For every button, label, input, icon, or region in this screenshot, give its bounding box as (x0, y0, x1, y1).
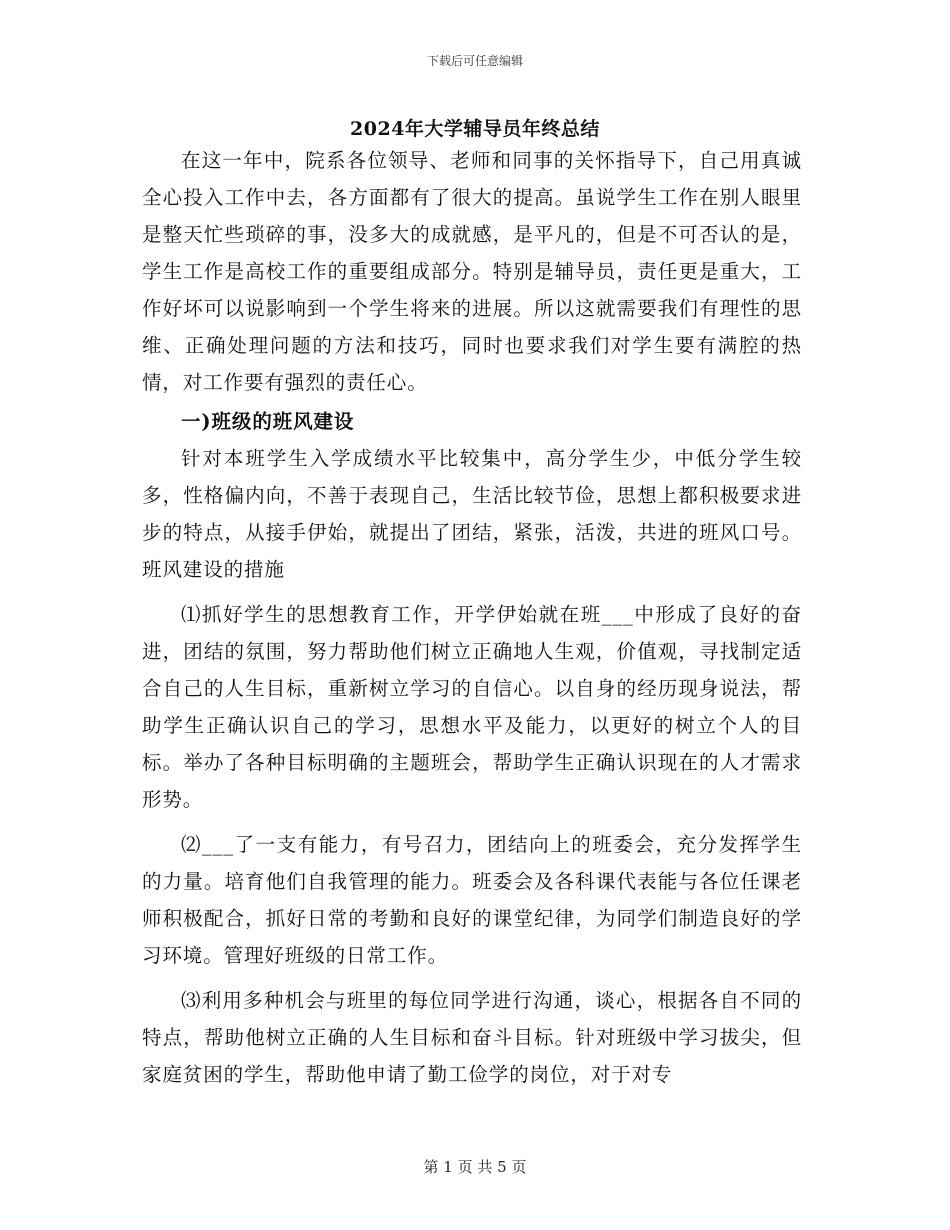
paragraph-measure-3: ⑶利用多种机会与班里的每位同学进行沟通，谈心，根据各自不同的特点，帮助他树立正确的人生目标和奋斗目标。针对班级中学习拔尖，但家庭贫困的学生，帮助他申请了勤工俭学的岗位，对于对专 (142, 989, 802, 1086)
document-title: 2024年大学辅导员年终总结 (350, 118, 600, 140)
paragraph-intro: 在这一年中，院系各位领导、老师和同事的关怀指导下，自己用真诚全心投入工作中去，各方面都有了很大的提高。虽说学生工作在别人眼里是整天忙些琐碎的事，没多大的成就感，是平凡的，但是不可否认的是，学生工作是高校工作的重要组成部分。特别是辅导员，责任更是重大，工作好坏可以说影响到一个学生将来的进展。所以这就需要我们有理性的思维、正确处理问题的方法和技巧，同时也要求我们对学生要有满腔的热情，对工作要有强烈的责任心。 (142, 149, 802, 394)
paragraph-measure-2: ⑵___了一支有能力，有号召力，团结向上的班委会，充分发挥学生的力量。培育他们自我管理的能力。班委会及各科课代表能与各位任课老师积极配合，抓好日常的考勤和良好的课堂纪律，为同学们制造良好的学习环境。管理好班级的日常工作。 (142, 833, 802, 967)
paragraph-class-situation: 针对本班学生入学成绩水平比较集中，高分学生少，中低分学生较多，性格偏内向，不善于表现自己，生活比较节俭，思想上都积极要求进步的特点，从接手伊始，就提出了团结，紧张，活泼，共进的班风口号。班风建设的措施 (142, 447, 802, 581)
header-note: 下载后可任意编辑 (426, 54, 523, 68)
section-heading: 一)班级的班风建设 (181, 410, 355, 433)
document-body (142, 142, 802, 1093)
paragraph-measure-1: ⑴抓好学生的思想教育工作，开学伊始就在班___中形成了良好的奋进，团结的氛围，努力帮助他们树立正确地人生观，价值观，寻找制定适合自己的人生目标，重新树立学习的自信心。以自身的经历现身说法，帮助学生正确认识自己的学习，思想水平及能力，以更好的树立个人的目标。举办了各种目标明确的主题班会，帮助学生正确认识现在的人才需求形势。 (142, 603, 802, 811)
page-number: 第 1 页 共 5 页 (423, 1158, 527, 1176)
